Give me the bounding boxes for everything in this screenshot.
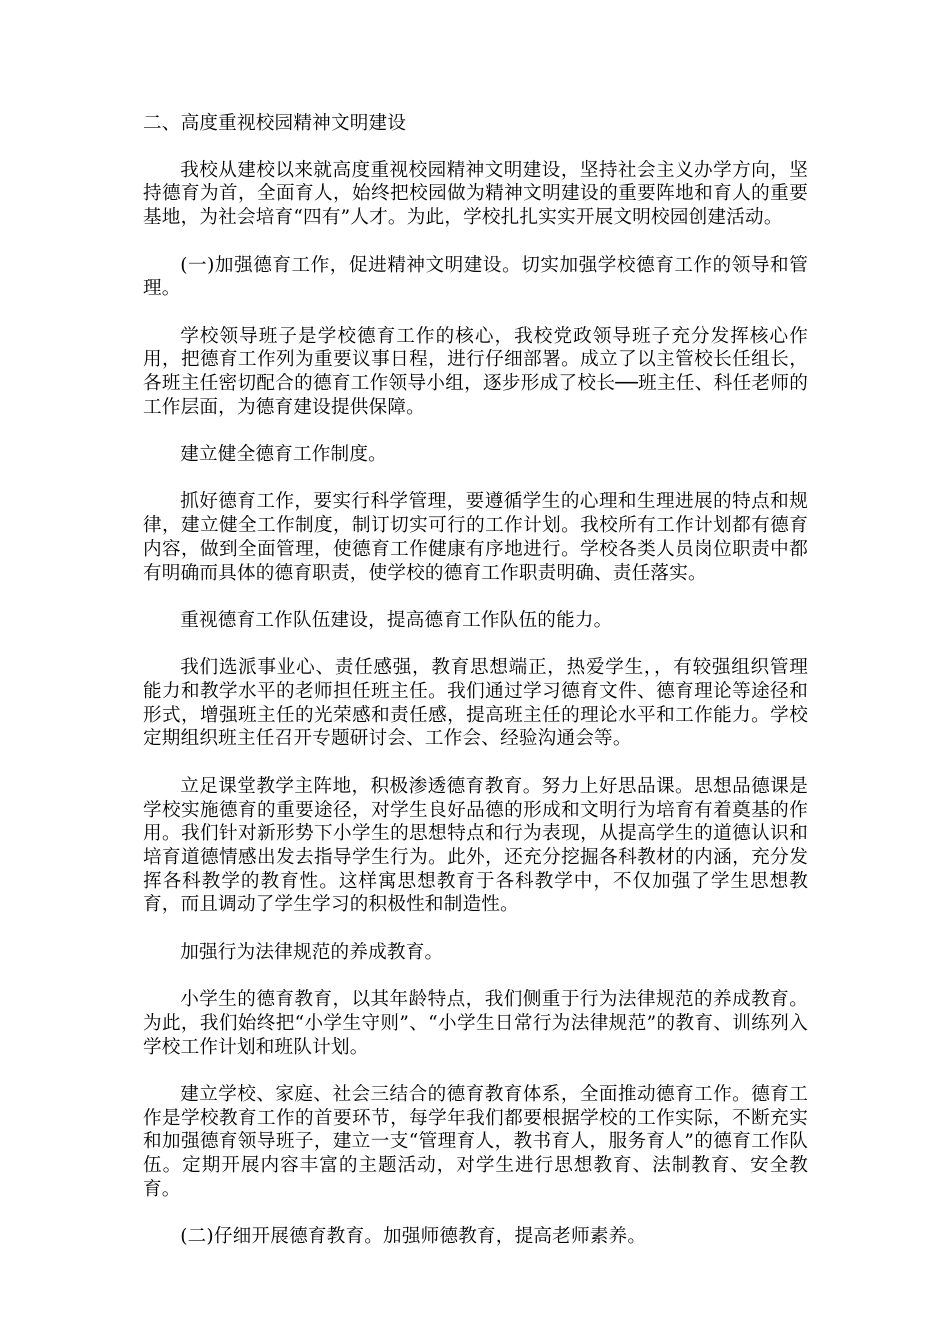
paragraph: 我们选派事业心、责任感强，教育思想端正，热爱学生，，有较强组织管理能力和教学水平的老师担任班主任。我们通过学习德育文件、德育理论等途径和形式，增强班主任的光荣感和责任感，提高班主任的理论水平和工作能力。学校定期组织班主任召开专题研讨会、工作会、经验沟通会等。 (143, 657, 808, 750)
paragraph: 建立健全德育工作制度。 (180, 444, 387, 466)
paragraph: (一)加强德育工作，促进精神文明建设。切实加强学校德育工作的领导和管理。 (143, 254, 808, 300)
paragraph: 小学生的德育教育，以其年龄特点，我们侧重于行为法律规范的养成教育。为此，我们始终把“小学生守则”、“小学生日常行为法律规范”的教育、训练列入学校工作计划和班队计划。 (143, 989, 808, 1058)
paragraph: (二)仔细开展德育教育。加强师德教育，提高老师素养。 (180, 1226, 647, 1248)
section-heading: 二、高度重视校园精神文明建设 (143, 113, 407, 134)
paragraph: 学校领导班子是学校德育工作的核心，我校党政领导班子充分发挥核心作用，把德育工作列为重要议事日程，进行仔细部署。成立了以主管校长任组长，各班主任密切配合的德育工作领导小组，逐步形成了校长──班主任、科任老师的工作层面，为德育建设提供保障。 (143, 325, 808, 418)
paragraph: 我校从建校以来就高度重视校园精神文明建设，坚持社会主义办学方向，坚持德育为首，全面育人，始终把校园做为精神文明建设的重要阵地和育人的重要基地，为社会培育“四有”人才。为此，学校扎扎实实开展文明校园创建活动。 (143, 159, 808, 229)
paragraph: 重视德育工作队伍建设，提高德育工作队伍的能力。 (180, 609, 613, 631)
paragraph: 建立学校、家庭、社会三结合的德育教育体系，全面推动德育工作。德育工作是学校教育工作的首要环节，每学年我们都要根据学校的工作实际，不断充实和加强德育领导班子，建立一支“管理育人，教书育人，服务育人”的德育工作队伍。定期开展内容丰富的主题活动，对学生进行思想教育、法制教育、安全教育。 (143, 1083, 808, 1200)
document-body (143, 112, 808, 1273)
paragraph: 抓好德育工作，要实行科学管理，要遵循学生的心理和生理进展的特点和规律，建立健全工作制度，制订切实可行的工作计划。我校所有工作计划都有德育内容，做到全面管理，使德育工作健康有序地进行。学校各类人员岗位职责中都有明确而具体的德育职责，使学校的德育工作职责明确、责任落实。 (143, 491, 808, 584)
paragraph: 加强行为法律规范的养成教育。 (180, 941, 444, 963)
paragraph: 立足课堂教学主阵地，积极渗透德育教育。努力上好思品课。思想品德课是学校实施德育的重要途径，对学生良好品德的形成和文明行为培育有着奠基的作用。我们针对新形势下小学生的思想特点和行为表现，从提高学生的道德认识和培育道德情感出发去指导学生行为。此外，还充分挖掘各科教材的内涵，充分发挥各科教学的教育性。这样寓思想教育于各科教学中，不仅加强了学生思想教育，而且调动了学生学习的积极性和制造性。 (143, 775, 808, 916)
